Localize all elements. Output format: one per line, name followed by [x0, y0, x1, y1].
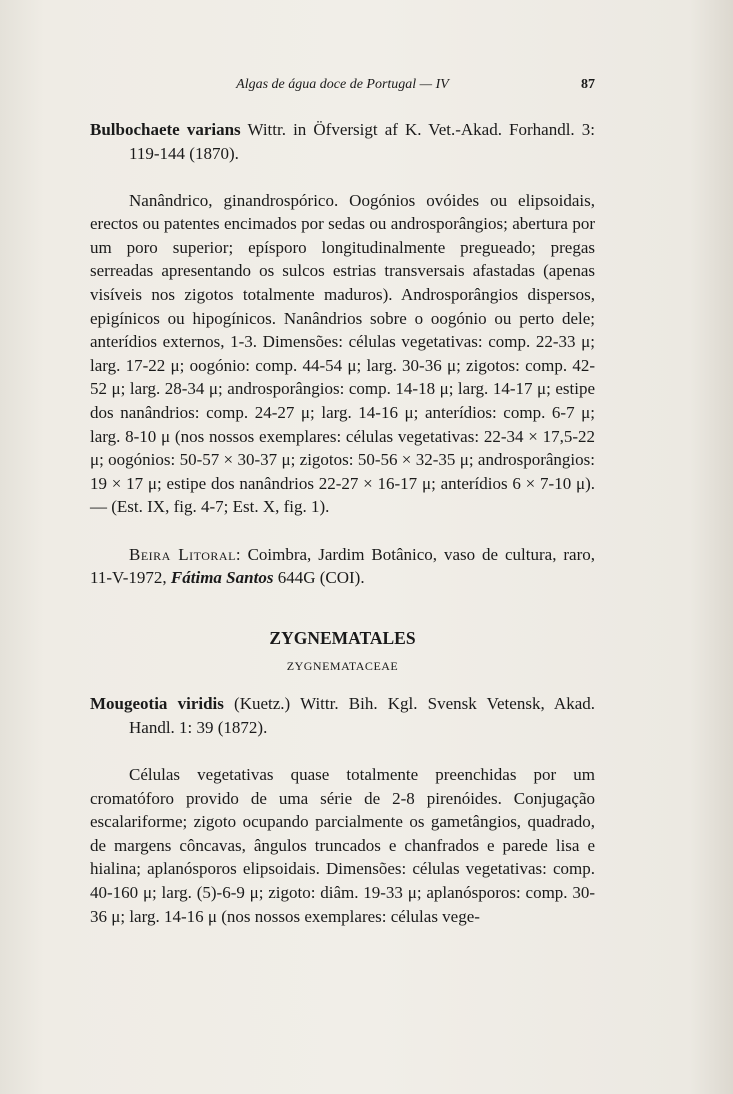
page-body	[90, 118, 595, 928]
description-paragraph: Células vegetativas quase totalmente preenchidas por um cromatóforo provido de uma série de 2-8 pirenóides. Conjugação escalariforme; zigoto ocupando parcialmente os gametângios, quadrado, de margens côncavas, ângulos truncados e chanfrados e parede lisa e hialina; aplanósporos elipsoidais. Dimensões: células vegetativas: comp. 40-160 μ; larg. (5)-6-9 μ; zigoto: diâm. 19-33 μ; aplanósporos: comp. 30-36 μ; larg. 14-16 μ (nos nossos exemplares: células vege-	[90, 765, 595, 926]
species-citation	[90, 692, 595, 739]
citation-text: (Kuetz.) Wittr. Bih. Kgl. Svensk Vetensk, Akad. Handl. 1: 39 (1872).	[129, 694, 595, 737]
page-number: 87	[581, 77, 595, 92]
specimen-number: 644G (COI).	[273, 568, 365, 588]
species-name: Bulbochaete varians	[90, 120, 241, 139]
running-title: Algas de água doce de Portugal — IV	[236, 77, 449, 92]
species-citation	[90, 118, 595, 165]
locality-region: Beira Litoral	[129, 544, 236, 564]
locality-paragraph	[90, 543, 595, 590]
collector-name: Fátima Santos	[170, 568, 274, 588]
order-heading: ZYGNEMATALES	[269, 628, 416, 649]
description-paragraph: Nanândrico, ginandrospórico. Oogónios ovóides ou elipsoidais, erectos ou patentes encimados por sedas ou androsporângios; abertura por um poro superior; epísporo longitudinalmente pregueado; pregas serreadas apresentando os sulcos estrias transversais afastadas (apenas visíveis nos zigotos totalmente maduros). Androsporângios dispersos, epigínicos ou hipogínicos. Nanândrios sobre o oogónio ou perto dele; anterídios externos, 1-3. Dimensões: células vegetativas: comp. 22-33 μ; larg. 17-22 μ; oogónio: comp. 44-54 μ; larg. 30-36 μ; zigotos: comp. 42-52 μ; larg. 28-34 μ; androsporângios: comp. 14-18 μ; larg. 14-17 μ; estipe dos nanândrios: comp. 24-27 μ; larg. 14-16 μ; anterídios: comp. 6-7 μ; larg. 8-10 μ (nos nossos exemplares: células vegetativas: 22-34 × 17,5-22 μ; oogónios: 50-57 × 30-37 μ; zigotos: 50-56 × 32-35 μ; androsporângios: 19 × 17 μ; estipe dos nanândrios 22-27 × 16-17 μ; anterídios 6 × 7-10 μ). — (Est. IX, fig. 4-7; Est. X, fig. 1).	[90, 190, 595, 517]
locality-text: : Coimbra, Jardim Botânico, vaso de cultura, raro, 11-V-1972,	[90, 544, 595, 588]
species-name: Mougeotia viridis	[90, 694, 224, 714]
citation-text: Wittr. in Öfversigt af K. Vet.-Akad. Forhandl. 3: 119-144 (1870).	[129, 120, 596, 163]
family-heading: ZYGNEMATACEAE	[286, 658, 399, 673]
